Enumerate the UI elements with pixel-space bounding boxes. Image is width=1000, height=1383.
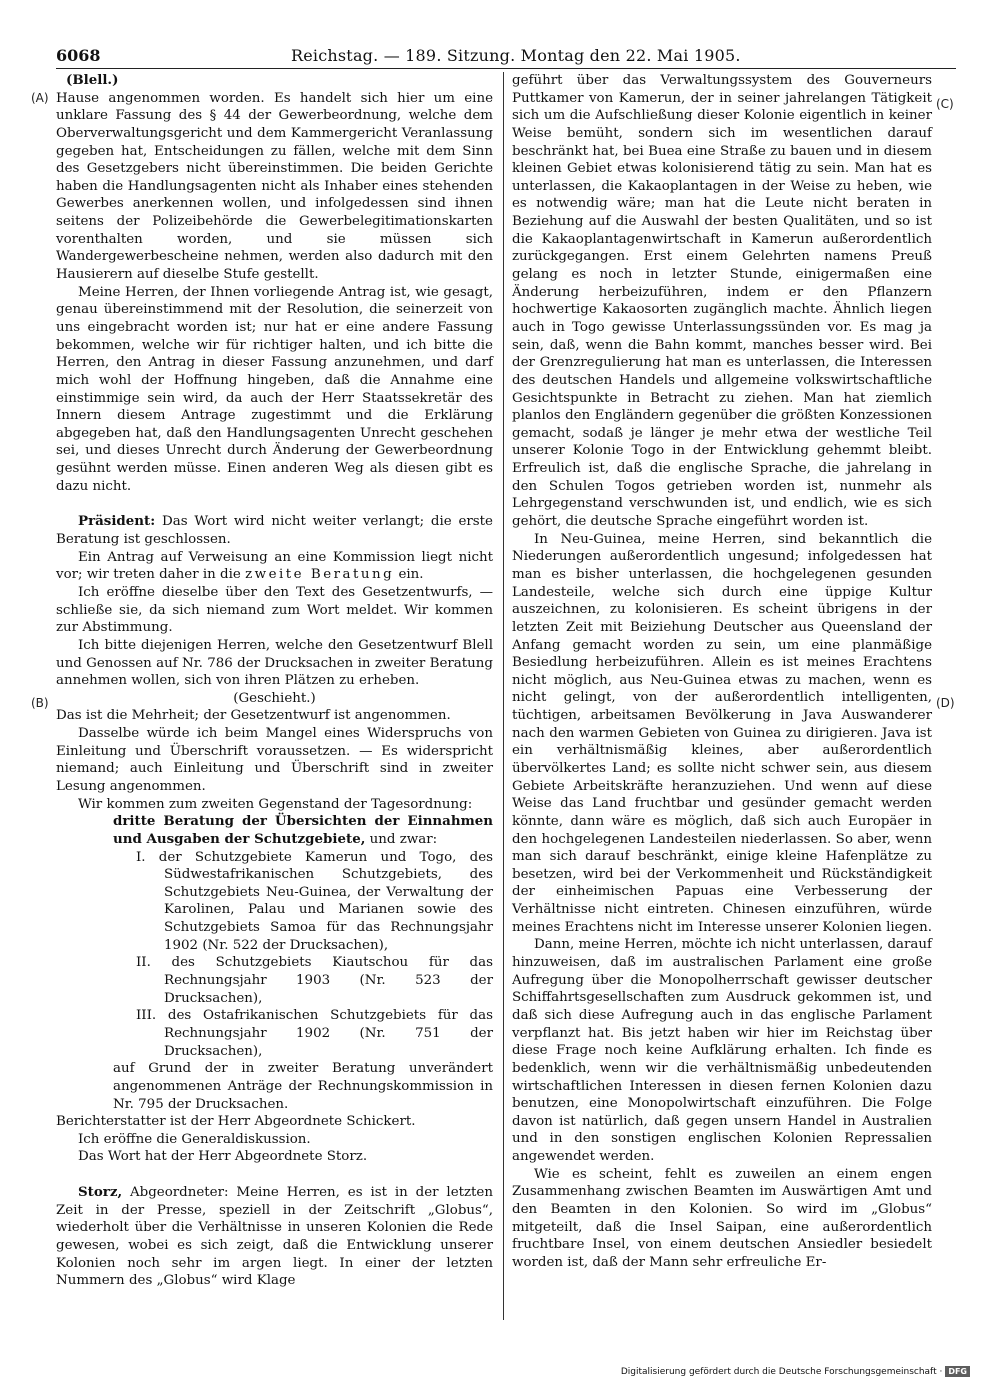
paragraph (56, 549, 493, 584)
page-header (56, 46, 956, 68)
speaker-name: Präsident: (78, 513, 156, 530)
agenda-list (56, 849, 493, 1114)
header-rule (56, 68, 956, 69)
speech-text: Das Wort wird nicht weiter verlangt; die erste Beratung ist geschlossen. (56, 514, 493, 548)
paragraph: Meine Herren, der Ihnen vorliegende Antrag ist, wie gesagt, genau übereinstimmend mit der Resolution, die seinerzeit von uns eingebracht worden ist; nur hat er eine andere Fassung bekommen, welche wir für richtiger halten, und ich bitte die Herren, den Antrag in dieser Fassung anzunehmen, und darf mich wohl der Hoffnung hingeben, daß die Annahme eine einstimmige sein wird, da auch der Herr Staatssekretär des Innern diesem Antrage zugestimmt und die Erklärung abgegeben hat, daß den Handlungsagenten Unrecht geschehen sei, und dieses Unrecht durch Änderung der Gewerbeordnung gesühnt werden müsse. Einen anderen Weg als diesen gibt es dazu nicht. (56, 284, 493, 494)
paragraph: In Neu-Guinea, meine Herren, sind bekanntlich die Niederungen außerordentlich ungesund; infolgedessen hat man es bisher unterlassen, die hochgelegenen gesunden Landesteile, welche sich durch eine üppige Kultur auszeichnen, zu kolonisieren. Es scheint übrigens in der letzten Zeit mit Beiziehung Deutscher aus Queensland der Anfang gemacht worden zu sein, um eine planmäßige Besiedlung herbeizuführen. Allein es ist meines Erachtens nicht möglich, aus Neu-Guinea etwas zu machen, wenn es nicht gelingt, von der außerordentlich intelligenten, tüchtigen, arbeitsamen Bevölkerung in Java Auswanderer nach den warmen Gebieten von Guinea zu dirigieren. Java ist ein verhältnismäßig kleines, aber außerordentlich übervölkertes Land; es sollte nicht schwer sein, aus diesem Gebiete Arbeitskräfte heranzuziehen. Und wenn auf diese Weise das Land fruchtbar und gesünder gemacht werden könnte, dann wäre es möglich, daß sich auch Europäer in den hochgelegenen Landesteilen niederlassen. So aber, wenn man sich darauf beschränkt, einige kleine Hafenplätze zu besetzen, wird bei der Verkommenheit und Rückständigkeit der einheimischen Papuas eine Verbesserung der Verhältnisse nicht eintreten. Chinesen einzuführen, würde meines Erachtens nicht im Interesse unserer Kolonien liegen. (512, 531, 932, 935)
spacer (56, 495, 493, 513)
running-title: Reichstag. — 189. Sitzung. Montag den 22. Mai 1905. (291, 46, 741, 65)
paragraph: Berichterstatter ist der Herr Abgeordnete Schickert. (56, 1114, 416, 1130)
paragraph (56, 513, 493, 548)
paragraph: Das ist die Mehrheit; der Gesetzentwurf ist angenommen. (56, 708, 451, 724)
dfg-logo: DFG (945, 1366, 970, 1377)
footer-credit (621, 1366, 970, 1377)
margin-mark-a: (A) (31, 91, 49, 105)
agenda-item (56, 813, 493, 848)
text-span: und zwar: (369, 831, 438, 847)
paragraph: Dasselbe würde ich beim Mangel eines Widerspruchs von Einleitung und Überschrift voraussetzen. — Es widerspricht niemand; auch Einleitung und Überschrift sind in zweiter Lesung angenommen. (56, 726, 493, 794)
agenda-title: dritte Beratung der Übersichten der Einnahmen und Ausgaben der Schutzgebiete, (113, 813, 493, 847)
paragraph: Wir kommen zum zweiten Gegenstand der Tagesordnung: (78, 796, 473, 812)
text-span: Ein Antrag auf Verweisung an eine Kommission liegt nicht vor; wir treten daher in die (56, 549, 493, 583)
paragraph (56, 1184, 493, 1290)
list-item: II. des Schutzgebiets Kiautschou für das Rechnungsjahr 1903 (Nr. 523 der Drucksachen), (136, 955, 493, 1006)
speaker-name: Storz, (78, 1184, 123, 1201)
list-item: I. der Schutzgebiete Kamerun und Togo, des Südwestafrikanischen Schutzgebiets, des Schutzgebiets Neu-Guinea, der Verwaltung der Karolinen, Palau und Marianen sowie des Schutzgebiets Samoa für das Rechnungsjahr 1902 (Nr. 522 der Drucksachen), (136, 849, 493, 953)
margin-mark-b: (B) (31, 696, 49, 710)
paragraph: Das Wort hat der Herr Abgeordnete Storz. (78, 1149, 368, 1165)
paragraph: Dann, meine Herren, möchte ich nicht unterlassen, darauf hinzuweisen, daß im australischen Parlament eine große Aufregung über die Monopolherrschaft gewisser deutscher Schiffahrtsgesellschaften zum Ausdruck gekommen ist, und daß sich diese Aufregung auch in das englische Parlament verpflanzt hat. Bis jetzt haben wir hier im Reichstag über diese Frage noch keine Aufklärung erhalten. Ich finde es bedenklich, wenn wir die verhältnismäßig unbedeutenden wirtschaftlichen Interessen in diesen fernen Kolonien dazu benutzen, eine Monopolwirtschaft einzuführen. Die Folge davon ist natürlich, daß gegen unsern Handel in Australien und in den sonstigen englischen Kolonien Repressalien angewendet werden. (512, 937, 932, 1165)
paragraph: geführt über das Verwaltungssystem des Gouverneurs Puttkamer von Kamerun, der in seiner jahrelangen Tätigkeit sich um die Aufschließung dieser Kolonie eigentlich in keiner Weise bemüht, sondern sich im wesentlichen darauf beschränkt hat, bei Buea eine Straße zu bauen und in diesem kleinen Gebiet etwas kolonisierend tätig zu sein. Man hat es unterlassen, die Kakaoplantagen in der Weise zu heben, wie es notwendig wäre; man hat die Leute nicht beraten in Beziehung auf die Auswahl der besten Qualitäten, und so ist die Kakaoplantagenwirtschaft in Kamerun außerordentlich zurückgegangen. Erst einem Gelehrten namens Preuß gelang es noch in letzter Stunde, einigermaßen eine Änderung herbeizuführen, indem er den Pflanzern hochwertige Kakaosorten zugänglich machte. Ähnlich liegen auch in Togo gewisse Unterlassungssünden vor. Es mag ja sein, daß, wenn die Bahn kommt, manches besser wird. Bei der Grenzregulierung hat man es unterlassen, die Interessen des deutschen Handels und allgemeine volkswirtschaftliche Gesichtspunkte in Betracht zu ziehen. Man hat ziemlich planlos den Engländern gegenüber die größten Konzessionen gemacht, sodaß je länger je mehr etwa der westliche Teil unserer Kolonie Togo in der Entwicklung gehemmt bleibt. Erfreulich ist, daß die englische Sprache, die jahrelang in den Schulen Togos getrieben worden ist, nunmehr als Lehrgegenstand verschwunden ist, und endlich, wie es sich gehört, die deutsche Sprache eingeführt worden ist. (512, 73, 932, 530)
margin-mark-c: (C) (936, 97, 954, 111)
right-column (512, 72, 932, 1272)
text-span: ein. (398, 567, 424, 583)
paragraph: Ich eröffne dieselbe über den Text des Gesetzentwurfs, — schließe sie, da sich niemand zum Wort meldet. Wir kommen zur Abstimmung. (56, 584, 493, 636)
speech-text: Abgeordneter: Meine Herren, es ist in der letzten Zeit in der Presse, speziell in der Zeitschrift „Globus“, wiederholt über die Verhältnisse in unseren Kolonien die Rede gewesen, wobei es sich zeigt, daß die Entwicklung unserer Kolonien noch sehr im argen liegt. In einer der letzten Nummern des „Globus“ wird Klage (56, 1185, 493, 1289)
paragraph: Ich eröffne die Generaldiskussion. (78, 1131, 311, 1147)
paragraph: auf Grund der in zweiter Beratung unverändert angenommenen Anträge der Rechnungskommission in Nr. 795 der Drucksachen. (113, 1061, 493, 1112)
margin-mark-d: (D) (936, 696, 955, 710)
spacer (56, 1166, 493, 1184)
footer-text: Digitalisierung gefördert durch die Deutsche Forschungsgemeinschaft · (620, 1367, 943, 1377)
paragraph: Wie es scheint, fehlt es zuweilen an einem engen Zusammenhang zwischen Beamten im Auswärtigen Amt und den Beamten in den Kolonien. So wird im „Globus“ mitgeteilt, daß die Insel Saipan, eine außerordentlich fruchtbare Insel, von einem deutschen Ansiedler besiedelt worden ist, daß der Mann sehr erfreuliche Er- (512, 1166, 932, 1270)
stage-direction: (Geschieht.) (233, 690, 316, 706)
column-divider (503, 72, 504, 1320)
paragraph: Ich bitte diejenigen Herren, welche den Gesetzentwurf Blell und Genossen auf Nr. 786 der Drucksachen in zweiter Beratung annehmen wollen, sich von ihren Plätzen zu erheben. (56, 637, 493, 689)
emphasis-text: zweite Beratung (245, 567, 395, 583)
left-column (56, 72, 493, 1290)
list-item: III. des Ostafrikanischen Schutzgebiets für das Rechnungsjahr 1902 (Nr. 751 der Drucksachen), (136, 1008, 493, 1059)
paragraph: Hause angenommen worden. Es handelt sich hier um eine unklare Fassung des § 44 der Gewerbeordnung, welche dem Oberverwaltungsgericht und dem Kammergericht Veranlassung gegeben hat, Entscheidungen zu fällen, welche mit dem Sinn des Gesetzgebers nicht übereinstimmen. Die beiden Gerichte haben die Handlungsagenten nicht als Inhaber eines stehenden Gewerbes anerkennen wollen, und infolgedessen sind ihnen seitens der Polizeibehörde die Gewerbelegitimationskarten vorenthalten worden, und sie müssen sich Wandergewerbescheine nehmen, werden also dadurch mit den Hausierern auf dieselbe Stufe gestellt. (56, 90, 493, 283)
page-number: 6068 (56, 46, 101, 65)
speaker-tag: (Blell.) (66, 72, 119, 88)
